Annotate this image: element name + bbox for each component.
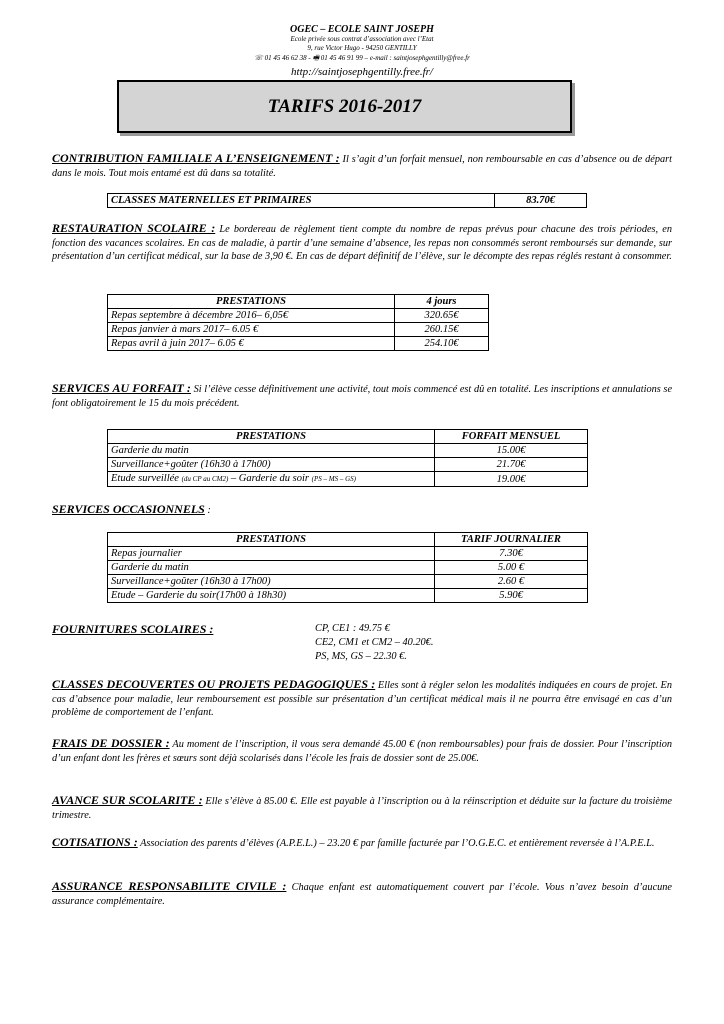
avance-section: [52, 794, 672, 822]
cotisations-text: Association des parents d’élèves (A.P.E.L.) – 23.20 € par famille facturée par l’O.G.E.C. et entièrement reversée à l’A.P.E.L.: [137, 838, 655, 849]
garderie-text: – Garderie du soir: [228, 473, 312, 484]
frais-dossier-heading: FRAIS DE DOSSIER :: [52, 736, 170, 750]
restauration-row-label: Repas avril à juin 2017– 6.05 €: [108, 337, 395, 351]
table-row: [108, 533, 588, 547]
restauration-heading: RESTAURATION SCOLAIRE :: [52, 221, 216, 235]
table-row: [108, 575, 588, 589]
contribution-table: [107, 193, 587, 208]
occasionnels-table: [107, 532, 588, 603]
forfait-col2: FORFAIT MENSUEL: [435, 430, 588, 444]
contribution-section: [52, 152, 672, 180]
occasionnels-section: [52, 503, 672, 518]
forfait-text: Si l’élève cesse définitivement une activité, tout mois commencé est dû en totalité. Les inscriptions et annulations se font obligatoirement le 15 du mois précédent.: [52, 384, 673, 409]
contribution-text: Il s’agit d’un forfait mensuel, non remboursable en cas d’absence ou de départ dans le mois. Tout mois entamé est dû dans sa totalité.: [52, 154, 672, 179]
occasionnels-row-label: Surveillance+goûter (16h30 à 17h00): [108, 575, 435, 589]
forfait-table: [107, 429, 588, 487]
assurance-section: [52, 880, 672, 908]
forfait-row-label: Garderie du matin: [108, 444, 435, 458]
forfait-row-label: Surveillance+goûter (16h30 à 17h00): [108, 458, 435, 472]
main-title: TARIFS 2016-2017: [267, 95, 422, 117]
classes-decouvertes-section: [52, 678, 672, 720]
contribution-label: CLASSES MATERNELLES ET PRIMAIRES: [108, 194, 495, 208]
occasionnels-row-value: 2.60 €: [435, 575, 588, 589]
occasionnels-row-value: 5.00 €: [435, 561, 588, 575]
frais-dossier-section: [52, 737, 672, 765]
restauration-col1: PRESTATIONS: [108, 295, 395, 309]
table-row: [108, 561, 588, 575]
restauration-row-value: 254.10€: [395, 337, 489, 351]
forfait-row-value: 19.00€: [435, 472, 588, 487]
garderie-classes: (PS – MS – GS): [311, 475, 356, 483]
etude-classes: (du CP au CM2): [181, 475, 229, 483]
fournitures-line: CE2, CM1 et CM2 – 40.20€.: [315, 637, 434, 648]
frais-dossier-text: Au moment de l’inscription, il vous sera demandé 45.00 € (non remboursables) pour frais de dossier. Pour l’inscription d’un enfant dont les frères et sœurs sont déjà scolarisés dans l’école les frais de dossier sont de 25.00€.: [52, 739, 672, 764]
classes-decouvertes-text: Elles sont à régler selon les modalités indiquées en cours de projet. En cas d’absence pour maladie, leur remboursement est possible sur présentation d’un certificat médical mais il ne pourra être envisagé en cas d’un problème de comportement de l’enfant.: [52, 680, 672, 718]
table-row: [108, 547, 588, 561]
forfait-row-value: 21.70€: [435, 458, 588, 472]
restauration-row-label: Repas janvier à mars 2017– 6.05 €: [108, 323, 395, 337]
table-row: [108, 323, 489, 337]
restauration-section: [52, 222, 672, 264]
occasionnels-row-label: Etude – Garderie du soir(17h00 à 18h30): [108, 589, 435, 603]
school-status: Ecole privée sous contrat d’association avec l’Etat: [290, 35, 434, 43]
forfait-etude-label: [108, 472, 435, 487]
table-row: [108, 295, 489, 309]
restauration-table: [107, 294, 489, 351]
restauration-row-value: 320.65€: [395, 309, 489, 323]
table-row: [108, 458, 588, 472]
contribution-heading: CONTRIBUTION FAMILIALE A L’ENSEIGNEMENT :: [52, 151, 340, 165]
school-address: 9, rue Victor Hugo - 94250 GENTILLY: [307, 44, 417, 52]
avance-text: Elle s’élève à 85.00 €. Elle est payable à l’inscription ou à la réinscription et déduite sur la facture du troisième trimestre.: [52, 796, 672, 821]
table-row: [108, 430, 588, 444]
fournitures-line: CP, CE1 : 49.75 €: [315, 623, 390, 634]
assurance-heading: ASSURANCE RESPONSABILITE CIVILE :: [52, 879, 287, 893]
occasionnels-suffix: :: [204, 505, 211, 516]
classes-decouvertes-heading: CLASSES DECOUVERTES OU PROJETS PEDAGOGIQUES :: [52, 677, 376, 691]
occasionnels-heading: SERVICES OCCASIONNELS: [52, 502, 205, 516]
avance-heading: AVANCE SUR SCOLARITE :: [52, 793, 203, 807]
restauration-row-value: 260.15€: [395, 323, 489, 337]
restauration-row-label: Repas septembre à décembre 2016– 6,05€: [108, 309, 395, 323]
school-contact: ☏ 01 45 46 62 38 - 🖷 01 45 46 91 99 – e-mail : saintjosephgentilly@free.fr: [254, 54, 470, 62]
table-row: [108, 337, 489, 351]
etude-text: Etude surveillée: [111, 473, 182, 484]
school-name: OGEC – ECOLE SAINT JOSEPH: [290, 24, 434, 35]
forfait-col1: PRESTATIONS: [108, 430, 435, 444]
school-website[interactable]: http://saintjosephgentilly.free.fr/: [291, 66, 433, 78]
main-title-box: [117, 80, 572, 133]
occasionnels-row-label: Repas journalier: [108, 547, 435, 561]
table-row: [108, 309, 489, 323]
restauration-col2: 4 jours: [395, 295, 489, 309]
occasionnels-col2: TARIF JOURNALIER: [435, 533, 588, 547]
contribution-value: 83.70€: [495, 194, 587, 208]
cotisations-heading: COTISATIONS :: [52, 835, 138, 849]
cotisations-section: [52, 836, 672, 851]
occasionnels-row-value: 7.30€: [435, 547, 588, 561]
fournitures-line: PS, MS, GS – 22.30 €.: [315, 651, 407, 662]
occasionnels-row-label: Garderie du matin: [108, 561, 435, 575]
table-row: [108, 444, 588, 458]
table-row: [108, 194, 587, 208]
assurance-text: Chaque enfant est automatiquement couvert par l’école. Vous n’avez besoin d’aucune assurance complémentaire.: [52, 882, 673, 907]
table-row: [108, 589, 588, 603]
fournitures-heading: FOURNITURES SCOLAIRES :: [52, 622, 214, 636]
occasionnels-row-value: 5.90€: [435, 589, 588, 603]
forfait-row-value: 15.00€: [435, 444, 588, 458]
forfait-heading: SERVICES AU FORFAIT :: [52, 381, 191, 395]
restauration-text: Le bordereau de règlement tient compte du nombre de repas prévus pour chacune des trois périodes, en fonction des vacances scolaires. En cas de maladie, à partir d’une semaine d’absence, les repas non consommés seront remboursés sur demande, sur présentation d’un certificat médical, sur la base de 3,90 €. En cas de départ définitif de l’élève, sur le décompte des repas réglés restant à consommer.: [52, 224, 672, 262]
forfait-section: [52, 382, 672, 410]
table-row: [108, 472, 588, 487]
occasionnels-col1: PRESTATIONS: [108, 533, 435, 547]
